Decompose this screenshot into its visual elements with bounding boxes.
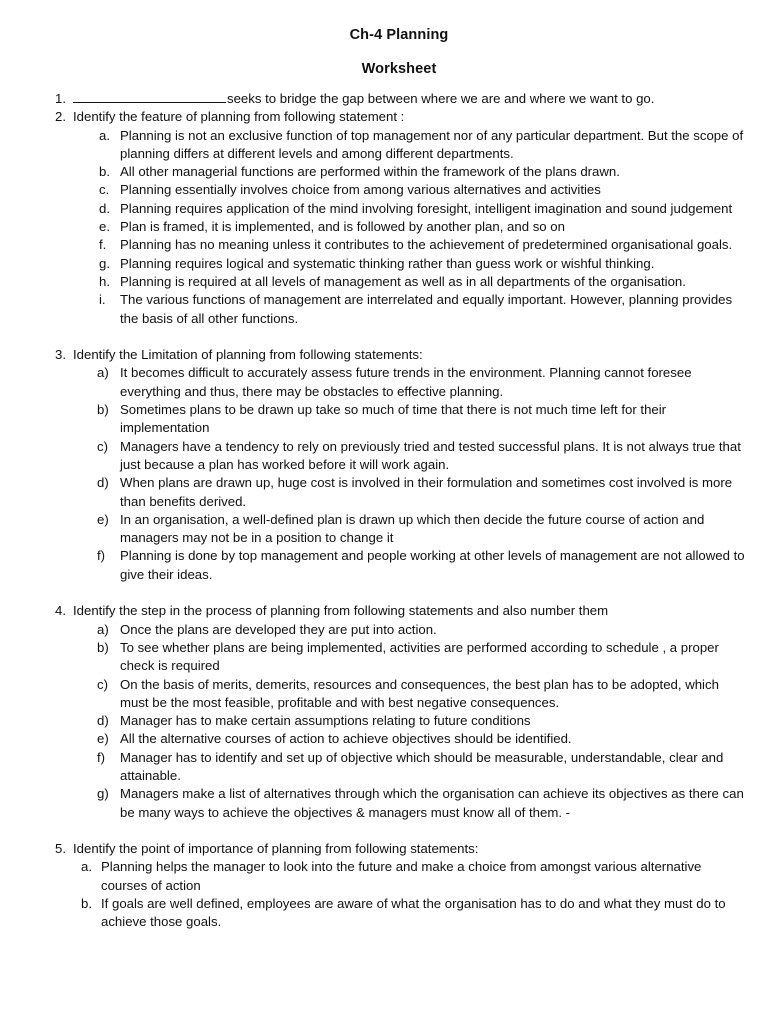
question-2-item (0, 291, 768, 328)
item-text: On the basis of merits, demerits, resources and consequences, the best plan has to be adopted, which must be the most feasible, profitable and with best negative consequences. (120, 676, 719, 710)
item-text: Planning has no meaning unless it contributes to the achievement of predetermined organisational goals. (120, 237, 733, 253)
question-2-item (0, 255, 768, 273)
question-2-item (0, 127, 768, 164)
question-5 (0, 840, 768, 858)
question-3-item (0, 511, 768, 548)
item-marker: b. (81, 896, 92, 912)
item-marker: g. (99, 255, 110, 271)
item-text: Planning is not an exclusive function of top management nor of any particular department. But the scope of planning differs at different levels and among different departments. (120, 127, 744, 161)
item-text: Sometimes plans to be drawn up take so much of time that there is not much time left for their implementation (120, 402, 667, 436)
item-marker: d) (97, 713, 109, 729)
item-marker: a) (97, 621, 109, 637)
question-text: Identify the feature of planning from following statement : (73, 109, 405, 125)
item-marker: e) (97, 731, 109, 747)
question-number: 5. (55, 841, 66, 857)
item-text: Once the plans are developed they are put into action. (120, 621, 437, 637)
item-text: When plans are drawn up, huge cost is involved in their formulation and sometimes cost involved is more than benefits derived. (120, 475, 733, 509)
item-marker: b. (99, 164, 110, 180)
question-3-item (0, 364, 768, 401)
worksheet-body (0, 90, 768, 932)
item-marker: g) (97, 786, 109, 802)
item-marker: f) (97, 749, 106, 765)
item-marker: d. (99, 200, 110, 216)
question-3-item (0, 547, 768, 584)
item-marker: a. (99, 127, 110, 143)
question-4 (0, 602, 768, 620)
item-text: Planning requires logical and systematic thinking rather than guess work or wishful thinking. (120, 255, 655, 271)
item-text: Managers make a list of alternatives through which the organisation can achieve its objectives as there can be many ways to achieve the objectives & managers must know all of them. - (120, 786, 744, 820)
item-text: All the alternative courses of action to achieve objectives should be identified. (120, 731, 572, 747)
question-text: Identify the point of importance of planning from following statements: (73, 841, 479, 857)
question-5-item (0, 858, 768, 895)
question-1 (0, 90, 768, 108)
question-5-item (0, 895, 768, 932)
item-text: Planning requires application of the mind involving foresight, intelligent imagination and sound judgement (120, 200, 733, 216)
question-number: 4. (55, 603, 66, 619)
question-4-item (0, 676, 768, 713)
question-text: Identify the Limitation of planning from following statements: (73, 347, 423, 363)
item-marker: i. (99, 292, 106, 308)
item-marker: c) (97, 676, 108, 692)
question-4-item (0, 730, 768, 748)
item-text: To see whether plans are being implemented, activities are performed according to schedule , a proper check is required (120, 639, 719, 674)
item-marker: c. (99, 182, 110, 198)
question-2-item (0, 236, 768, 254)
question-number: 1. (55, 91, 66, 106)
page-subtitle: Worksheet (361, 61, 437, 77)
question-2-item (0, 273, 768, 291)
question-2-item (0, 218, 768, 236)
item-marker: a) (97, 365, 109, 381)
item-text: Manager has to make certain assumptions relating to future conditions (120, 713, 531, 729)
question-number: 2. (55, 109, 66, 125)
item-text: It becomes difficult to accurately assess future trends in the environment. Planning cannot foresee everything and thus, there may be obstacles to effective planning. (120, 365, 692, 399)
item-text: In an organisation, a well-defined plan is drawn up which then decide the future course of action and managers may not be in a position to change it (120, 511, 705, 546)
item-marker: f) (97, 548, 106, 564)
question-4-item (0, 621, 768, 639)
item-marker: e. (99, 219, 110, 235)
question-3-item (0, 474, 768, 511)
question-3-item (0, 401, 768, 438)
item-text: If goals are well defined, employees are aware of what the organisation has to do and what they must do to achieve those goals. (101, 896, 726, 930)
question-text: seeks to bridge the gap between where we are and where we want to go. (227, 91, 655, 106)
question-4-item (0, 712, 768, 730)
question-4-item (0, 749, 768, 786)
question-text: Identify the step in the process of planning from following statements and also number them (73, 603, 609, 619)
question-3 (0, 346, 768, 364)
item-text: Planning essentially involves choice from among various alternatives and activities (120, 182, 601, 198)
item-marker: h. (99, 273, 110, 289)
item-marker: d) (97, 475, 109, 491)
item-marker: b) (97, 402, 109, 418)
question-2-item (0, 200, 768, 218)
item-marker: f. (99, 237, 107, 253)
question-2-item (0, 163, 768, 181)
item-marker: a. (81, 859, 92, 875)
answer-blank (73, 91, 226, 103)
question-2-item (0, 181, 768, 199)
item-text: Managers have a tendency to rely on previously tried and tested successful plans. It is not always true that just because a plan has worked before it will work again. (120, 438, 741, 472)
item-text: Manager has to identify and set up of objective which should be measurable, understandable, clear and attainable. (120, 749, 724, 783)
item-marker: e) (97, 511, 109, 527)
question-4-item (0, 639, 768, 676)
item-marker: c) (97, 438, 108, 454)
question-2 (0, 108, 768, 126)
page-title: Ch-4 Planning (349, 27, 449, 43)
question-number: 3. (55, 347, 66, 363)
item-text: Planning helps the manager to look into the future and make a choice from amongst various alternative courses of action (101, 859, 702, 893)
item-marker: b) (97, 639, 109, 655)
item-text: Plan is framed, it is implemented, and is followed by another plan, and so on (120, 219, 565, 235)
question-4-item (0, 785, 768, 822)
item-text: Planning is required at all levels of management as well as in all departments of the organisation. (120, 273, 686, 289)
item-text: Planning is done by top management and people working at other levels of management are not allowed to give their ideas. (120, 548, 745, 582)
item-text: The various functions of management are interrelated and equally important. However, planning provides the basis of all other functions. (120, 292, 733, 326)
item-text: All other managerial functions are performed within the framework of the plans drawn. (120, 164, 620, 180)
question-3-item (0, 438, 768, 475)
